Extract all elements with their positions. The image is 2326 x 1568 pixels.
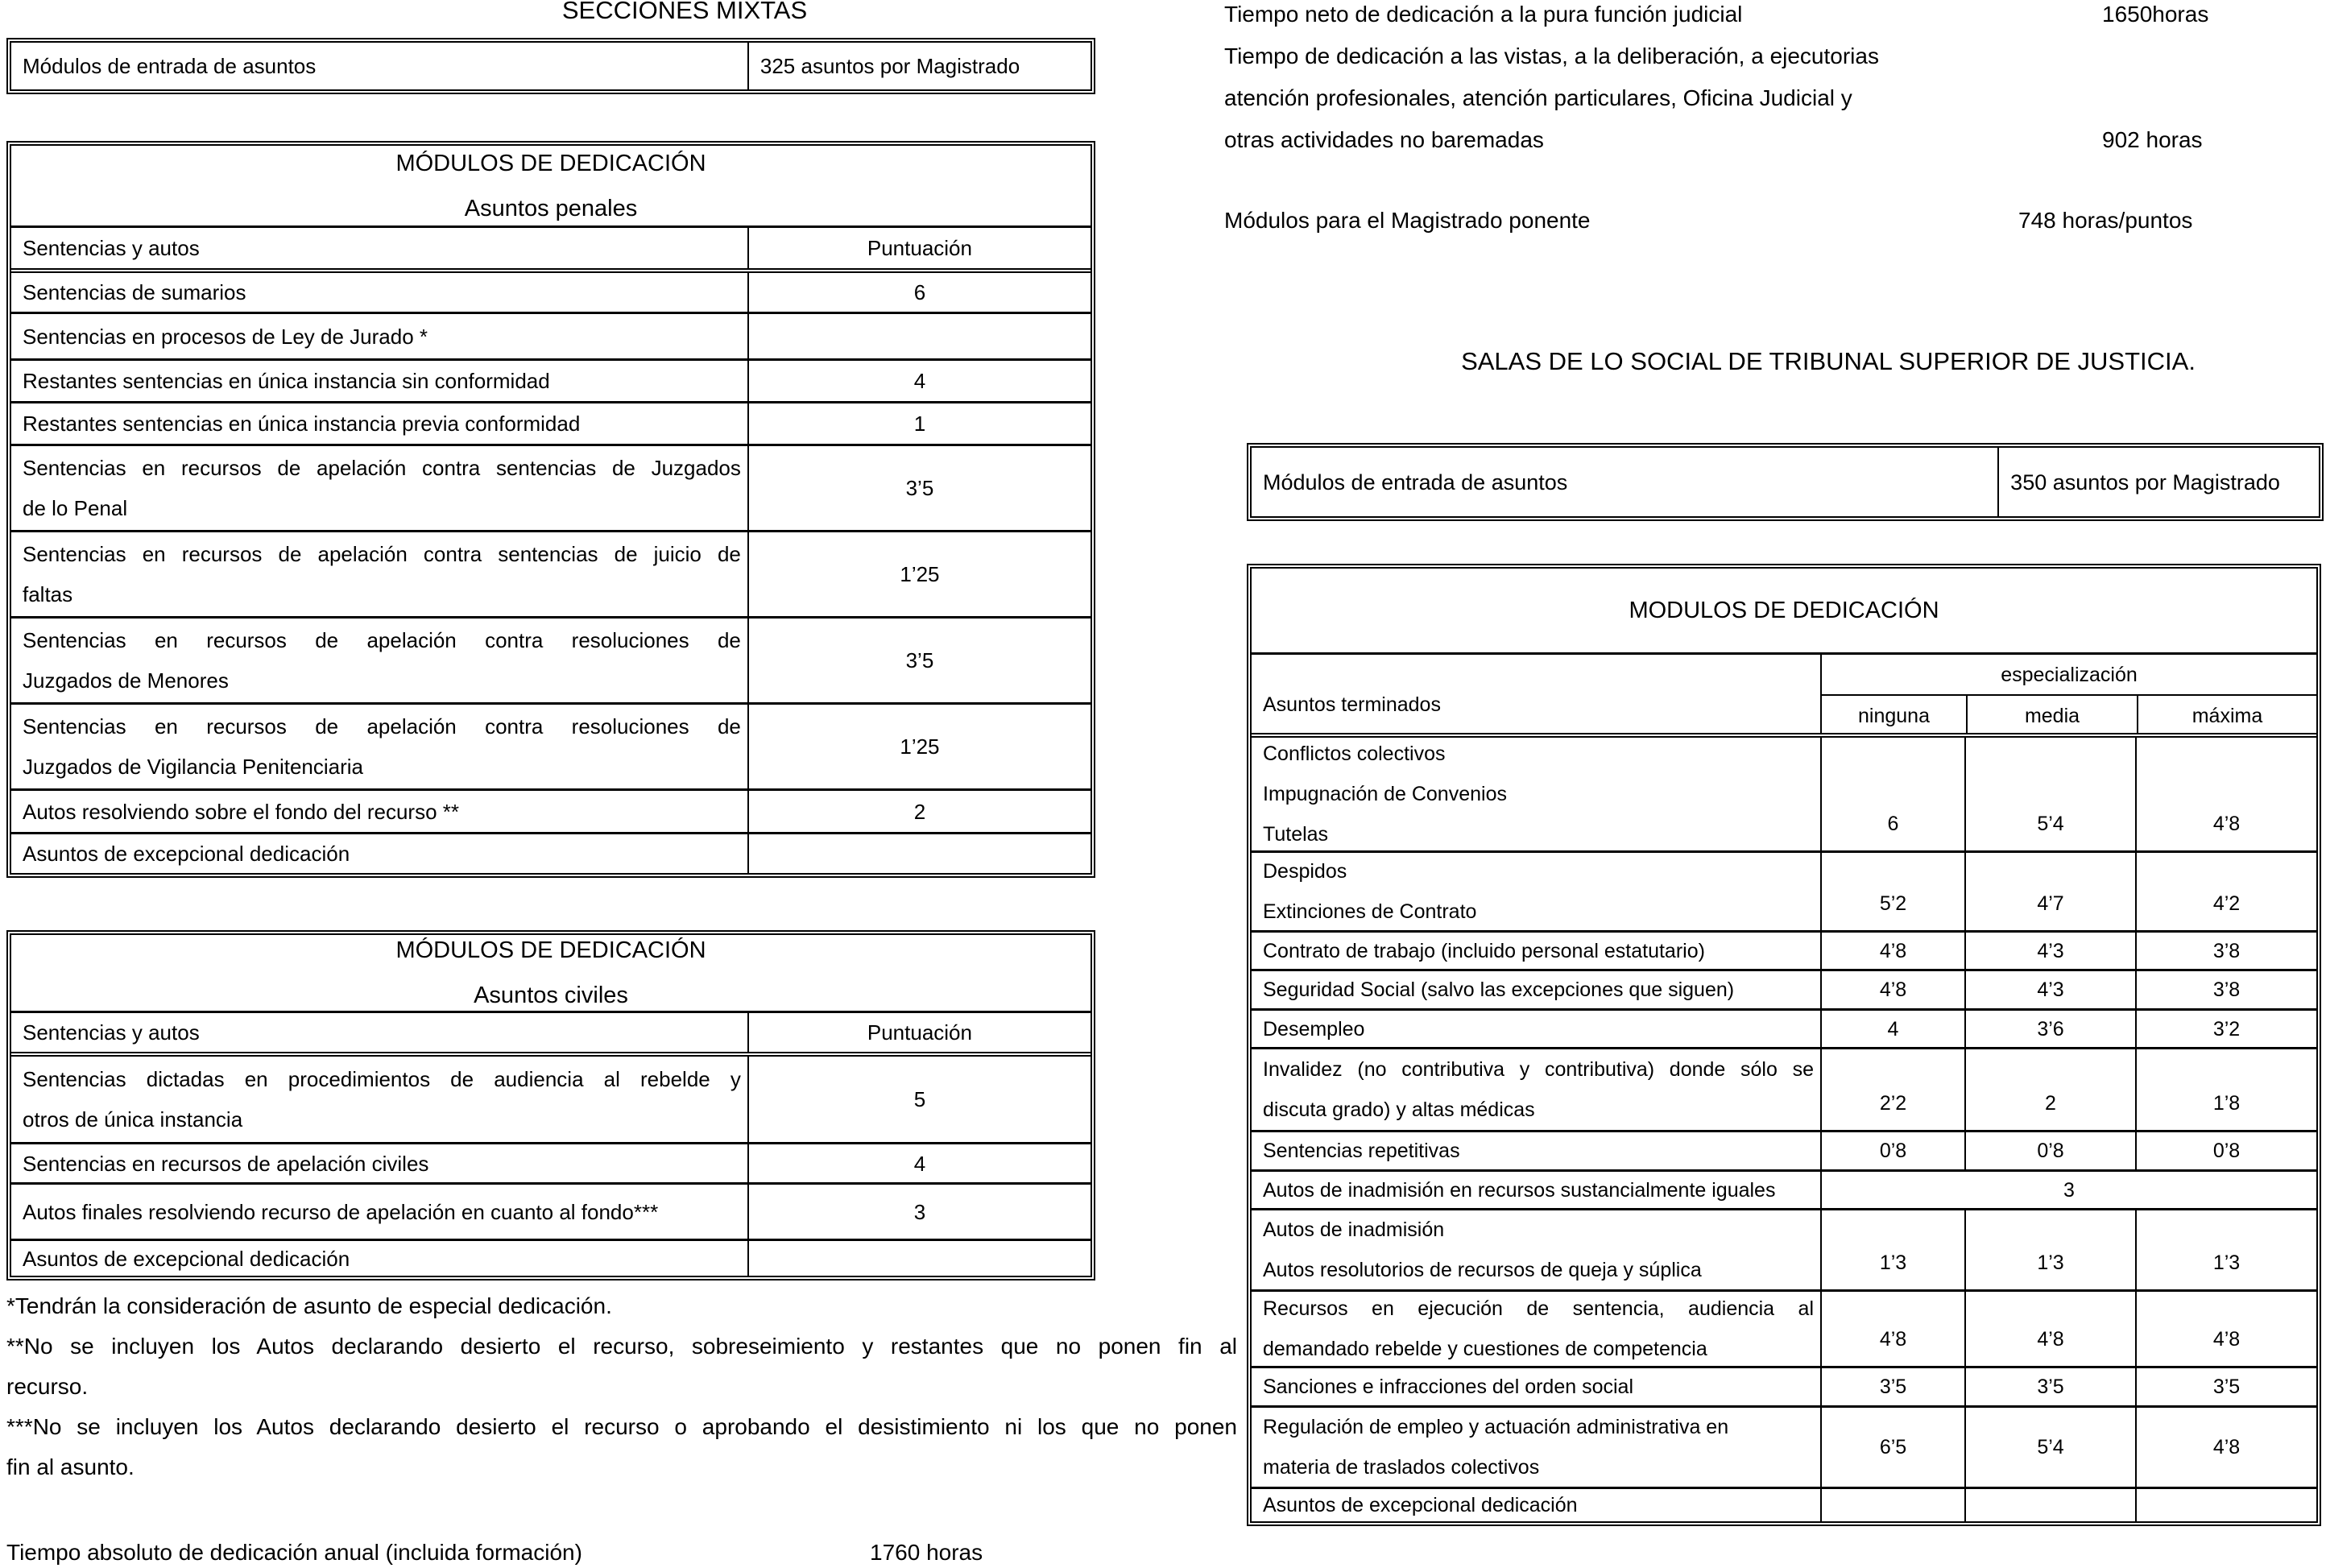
table-row: [1252, 930, 2316, 969]
row-value: 4’8: [2212, 813, 2241, 835]
row-value-cell: [1820, 1489, 1964, 1521]
table-row: [11, 358, 1091, 401]
row-value: 4’8: [2212, 1328, 2241, 1351]
label-line: Despidos: [1263, 860, 1347, 883]
label-line: Autos de inadmisión en recursos sustancialmente iguales: [1263, 1178, 1776, 1202]
table-subtitle: Asuntos penales: [464, 195, 638, 221]
label-line: Sentencias en procesos de Ley de Jurado *: [23, 324, 428, 349]
row-value-cell: [1964, 738, 2135, 850]
row-value: 1: [913, 412, 926, 436]
row-value-cell: [747, 705, 1091, 788]
table-row: [1252, 1289, 2316, 1366]
row-value: 5’2: [1879, 892, 1907, 915]
row-label-cell: [1252, 1132, 1820, 1169]
entry-value: 325 asuntos por Magistrado: [759, 54, 1020, 78]
ponente-line: [1224, 200, 2326, 242]
label-line: Autos resolutorios de recursos de queja y súplica: [1263, 1259, 1702, 1281]
header-label: Sentencias y autos: [23, 1020, 200, 1045]
table-header-row: [11, 225, 1091, 268]
row-label-cell: [1252, 933, 1820, 969]
row-value-cell: [1964, 1049, 2135, 1130]
row-label-cell: [11, 446, 747, 530]
row-merged-value-cell: [1820, 1172, 2316, 1208]
row-value-cell: [1820, 853, 1964, 930]
label-line: discuta grado) y altas médicas: [1263, 1098, 1535, 1121]
spec-group-cell: [1822, 655, 2316, 696]
row-label-cell: [11, 314, 747, 358]
row-value: 0’8: [2037, 1140, 2064, 1162]
table-header-row: [11, 1011, 1091, 1052]
time-line-label: Tiempo de dedicación a las vistas, a la deliberación, a ejecutorias: [1224, 43, 1879, 68]
table-title-row: [11, 935, 1091, 1011]
table-row: [11, 530, 1091, 616]
row-value-cell: [1964, 1210, 2135, 1289]
row-value-cell: [747, 1185, 1091, 1239]
table-title: MÓDULOS DE DEDICACIÓN: [395, 937, 706, 963]
table-title-cell: [11, 935, 1091, 1011]
table-row: [1252, 850, 2316, 930]
table-row: [11, 788, 1091, 832]
row-value: 1’25: [900, 734, 940, 759]
table-row: [1252, 733, 2316, 850]
row-label-cell: [11, 834, 747, 873]
table-row: [11, 268, 1091, 312]
table-row: [1252, 969, 2316, 1008]
table-row: [11, 1142, 1091, 1182]
row-label-cell: [1252, 1049, 1820, 1130]
label-line: de lo Penal: [23, 496, 128, 520]
row-value: 3’6: [2037, 1017, 2064, 1041]
civil-dedication-table: [6, 930, 1095, 1280]
row-value-cell: [747, 1057, 1091, 1142]
row-label-cell: [11, 619, 747, 702]
row-value-cell: [2135, 1210, 2316, 1289]
table-header-row: [1252, 652, 2316, 733]
table-row: [11, 1182, 1091, 1239]
label-line: Seguridad Social (salvo las excepciones que siguen): [1263, 978, 1735, 1001]
label-line: Asuntos de excepcional dedicación: [1263, 1494, 1578, 1516]
row-value-cell: [747, 532, 1091, 616]
row-label-cell: [11, 705, 747, 788]
row-value: 0’8: [2212, 1140, 2241, 1162]
spec-column-label: ninguna: [1858, 705, 1930, 727]
row-value: 4’8: [1879, 939, 1907, 962]
label-line: Autos finales resolviendo recurso de apelación en cuanto al fondo***: [23, 1199, 659, 1224]
row-value: 1’8: [2212, 1092, 2241, 1115]
row-label-cell: [1252, 738, 1820, 850]
row-label-cell: [1252, 853, 1820, 930]
row-value: 4’8: [2037, 1328, 2064, 1351]
row-value-cell: [1820, 738, 1964, 850]
label-line: Juzgados de Vigilancia Penitenciaria: [23, 755, 364, 779]
row-value-cell: [2135, 1368, 2316, 1405]
left-entry-table: [6, 38, 1095, 94]
table-title-cell: [1252, 569, 2316, 652]
row-value: 3’5: [1879, 1376, 1907, 1398]
right-section-title: SALAS DE LO SOCIAL DE TRIBUNAL SUPERIOR DE JUSTICIA.: [1461, 347, 2196, 375]
row-label-cell: [11, 1057, 747, 1142]
row-value-cell: [1820, 1210, 1964, 1289]
ponente-label: Módulos para el Magistrado ponente: [1224, 208, 1591, 233]
label-line: Invalidez (no contributiva y contributiva) donde sólo se: [1263, 1058, 1814, 1081]
label-line: Tutelas: [1263, 823, 1329, 846]
header-value-cell: [747, 228, 1091, 268]
row-value-cell: [1820, 1011, 1964, 1047]
spec-column-header: [1822, 696, 1966, 733]
penal-dedication-table: [6, 141, 1095, 878]
row-label-cell: [11, 1241, 747, 1276]
row-label-cell: [1252, 1172, 1820, 1208]
label-line: Asuntos de excepcional dedicación: [23, 842, 350, 866]
table-row: [11, 43, 1091, 89]
time-line-label: atención profesionales, atención particulares, Oficina Judicial y: [1224, 85, 1852, 110]
row-value-cell: [1820, 1049, 1964, 1130]
table-row: [1252, 1208, 2316, 1289]
row-value-cell: [1964, 933, 2135, 969]
left-section-title: SECCIONES MIXTAS: [561, 0, 808, 24]
row-value-cell: [2135, 1489, 2316, 1521]
spec-column-header: [2137, 696, 2316, 733]
table-row: [1252, 1405, 2316, 1487]
row-value: 1’25: [900, 562, 940, 586]
ponente-value: 748 horas/puntos: [2018, 208, 2193, 233]
row-value: 3’8: [2212, 939, 2241, 962]
header-label-cell: [1252, 655, 1820, 733]
row-value-cell: [1964, 971, 2135, 1008]
row-value-cell: [1997, 448, 2319, 516]
table-row: [11, 312, 1091, 358]
label-line: Autos de inadmisión: [1263, 1218, 1445, 1241]
table-row: [1252, 1487, 2316, 1521]
time-line: [1224, 119, 2326, 161]
right-entry-table: [1247, 443, 2324, 521]
row-value: 1’3: [2037, 1252, 2064, 1274]
row-value: 4: [1887, 1017, 1899, 1041]
row-value: 2: [913, 799, 926, 824]
row-value: 4’8: [1879, 1328, 1907, 1351]
table-row: [1252, 1169, 2316, 1208]
row-value-cell: [2135, 1408, 2316, 1487]
row-label-cell: [11, 273, 747, 312]
row-value: 6: [913, 280, 926, 304]
table-title-cell: [11, 146, 1091, 225]
row-value: 3’8: [2212, 978, 2241, 1001]
row-label-cell: [11, 1185, 747, 1239]
table-row: [11, 444, 1091, 530]
footnote-line: *Tendrán la consideración de asunto de especial dedicación.: [6, 1293, 612, 1318]
row-value-cell: [747, 273, 1091, 312]
row-value-cell: [1820, 1408, 1964, 1487]
row-value-cell: [747, 43, 1091, 89]
row-value-cell: [1964, 1489, 2135, 1521]
row-label-cell: [11, 1144, 747, 1182]
row-value-cell: [1964, 1368, 2135, 1405]
row-value: 6’5: [1879, 1436, 1907, 1458]
header-value: Puntuación: [867, 1020, 972, 1045]
table-row: [1252, 1008, 2316, 1047]
label-line: Juzgados de Menores: [23, 668, 229, 693]
label-line: Asuntos de excepcional dedicación: [23, 1246, 350, 1271]
spec-column-label: máxima: [2191, 705, 2263, 727]
row-value: 4’3: [2037, 978, 2064, 1001]
row-label-cell: [1252, 1489, 1820, 1521]
spec-columns-row: [1822, 696, 2316, 733]
row-value: 3’2: [2212, 1017, 2241, 1041]
entry-value: 350 asuntos por Magistrado: [2010, 470, 2280, 494]
row-value: 1’3: [1879, 1252, 1907, 1274]
footnote-line: **No se incluyen los Autos declarando desierto el recurso, sobreseimiento y restantes que no ponen fin al: [6, 1334, 1237, 1359]
time-line-value: 902 horas: [2102, 127, 2203, 152]
label-line: faltas: [23, 582, 73, 606]
row-value-cell: [747, 619, 1091, 702]
label-line: Sanciones e infracciones del orden social: [1263, 1376, 1633, 1398]
row-value-cell: [1964, 1408, 2135, 1487]
row-value: 1’3: [2212, 1252, 2241, 1274]
row-value: 3: [913, 1199, 926, 1224]
footnote-line: recurso.: [6, 1374, 89, 1399]
label-line: Regulación de empleo y actuación administrativa en: [1263, 1416, 1729, 1438]
label-line: otros de única instancia: [23, 1107, 243, 1132]
entry-label: Módulos de entrada de asuntos: [23, 54, 317, 78]
row-value-cell: [1820, 1368, 1964, 1405]
label-line: Contrato de trabajo (incluido personal estatutario): [1263, 939, 1705, 962]
label-line: Recursos en ejecución de sentencia, audiencia al: [1263, 1297, 1814, 1320]
row-value-cell: [1964, 1292, 2135, 1366]
label-line: Impugnación de Convenios: [1263, 783, 1507, 805]
time-line: [1224, 35, 2326, 77]
time-line-label: Tiempo neto de dedicación a la pura función judicial: [1224, 2, 1743, 27]
row-value: 4: [913, 369, 926, 393]
row-value: 6: [1887, 813, 1899, 835]
row-label-cell: [1252, 1210, 1820, 1289]
footnote-line: ***No se incluyen los Autos declarando desierto el recurso o aprobando el desistimiento ni los que no ponen: [6, 1414, 1237, 1439]
row-label-cell: [1252, 1408, 1820, 1487]
table-row: [1252, 1366, 2316, 1405]
row-value-cell: [1820, 1132, 1964, 1169]
table-title-row: [11, 146, 1091, 225]
row-value: 5’4: [2037, 1436, 2064, 1458]
table-row: [11, 401, 1091, 444]
label-line: Sentencias en recursos de apelación contra sentencias de juicio de: [23, 542, 741, 566]
row-value: 4: [913, 1151, 926, 1176]
spec-column-header: [1966, 696, 2137, 733]
row-value: 3’5: [2212, 1376, 2241, 1398]
table-row: [11, 1052, 1091, 1142]
time-line: [1224, 0, 2326, 35]
row-value-cell: [747, 1241, 1091, 1276]
label-line: Extinciones de Contrato: [1263, 900, 1477, 923]
table-subtitle: Asuntos civiles: [474, 983, 628, 1008]
social-dedication-table: [1247, 564, 2321, 1526]
row-value: 4’8: [2212, 1436, 2241, 1458]
row-value: 2’2: [1879, 1092, 1907, 1115]
label-line: Desempleo: [1263, 1017, 1365, 1041]
label-line: Sentencias repetitivas: [1263, 1140, 1460, 1162]
label-line: Sentencias en recursos de apelación contra sentencias de Juzgados: [23, 456, 741, 480]
row-label-cell: [11, 361, 747, 401]
row-label-cell: [1252, 1011, 1820, 1047]
row-value-cell: [1820, 971, 1964, 1008]
annual-dedication-label: Tiempo absoluto de dedicación anual (incluida formación): [6, 1540, 582, 1565]
row-label-cell: [11, 43, 747, 89]
row-value-cell: [2135, 1132, 2316, 1169]
header-label-cell: [11, 228, 747, 268]
time-line-value: 1650horas: [2102, 2, 2209, 27]
row-value: 3’5: [905, 648, 934, 672]
table-row: [11, 1239, 1091, 1276]
row-label-cell: [1252, 1368, 1820, 1405]
label-line: Restantes sentencias en única instancia previa conformidad: [23, 412, 581, 436]
label-line: Sentencias en recursos de apelación contra resoluciones de: [23, 714, 741, 738]
spec-group-label: especialización: [2001, 663, 2138, 686]
label-line: Sentencias dictadas en procedimientos de audiencia al rebelde y: [23, 1067, 741, 1091]
table-row: [1252, 1130, 2316, 1169]
row-value: 4’2: [2212, 892, 2241, 915]
header-value-cell: [747, 1013, 1091, 1052]
row-value-cell: [2135, 933, 2316, 969]
row-label-cell: [1252, 971, 1820, 1008]
table-title-row: [1252, 569, 2316, 652]
footnote-line: fin al asunto.: [6, 1454, 135, 1479]
label-line: Autos resolviendo sobre el fondo del recurso **: [23, 799, 459, 824]
row-value-cell: [1820, 933, 1964, 969]
header-spec-block: [1820, 655, 2316, 733]
row-value-cell: [747, 403, 1091, 444]
table-row: [11, 832, 1091, 873]
header-value: Puntuación: [867, 236, 972, 260]
row-value: 3’5: [905, 476, 934, 500]
row-value-cell: [747, 834, 1091, 873]
row-label-cell: [1252, 448, 1997, 516]
label-line: Conflictos colectivos: [1263, 743, 1446, 765]
row-value: 5: [913, 1087, 926, 1111]
row-value-cell: [747, 1144, 1091, 1182]
header-label: Asuntos terminados: [1263, 693, 1441, 716]
label-line: demandado rebelde y cuestiones de competencia: [1263, 1338, 1707, 1360]
row-value-cell: [2135, 971, 2316, 1008]
time-line: [1224, 77, 2326, 119]
row-value-cell: [747, 314, 1091, 358]
row-value: 2: [2045, 1092, 2056, 1115]
row-value-cell: [2135, 1049, 2316, 1130]
row-label-cell: [11, 791, 747, 832]
row-value-cell: [747, 446, 1091, 530]
label-line: Sentencias en recursos de apelación civiles: [23, 1151, 429, 1176]
row-label-cell: [11, 532, 747, 616]
row-value: 0’8: [1879, 1140, 1907, 1162]
label-line: Sentencias en recursos de apelación contra resoluciones de: [23, 628, 741, 652]
row-value: 3: [2063, 1178, 2075, 1202]
label-line: Sentencias de sumarios: [23, 280, 246, 304]
footnotes: [6, 1286, 1237, 1487]
table-row: [1252, 1047, 2316, 1130]
row-value-cell: [747, 791, 1091, 832]
row-value: 4’8: [1879, 978, 1907, 1001]
table-row: [1252, 448, 2319, 516]
time-line-label: otras actividades no baremadas: [1224, 127, 1544, 152]
row-value-cell: [2135, 853, 2316, 930]
label-line: Restantes sentencias en única instancia sin conformidad: [23, 369, 550, 393]
row-value: 3’5: [2037, 1376, 2064, 1398]
label-line: materia de traslados colectivos: [1263, 1456, 1540, 1479]
table-title: MÓDULOS DE DEDICACIÓN: [395, 150, 706, 176]
entry-label: Módulos de entrada de asuntos: [1263, 470, 1568, 494]
row-label-cell: [1252, 1292, 1820, 1366]
row-value-cell: [2135, 738, 2316, 850]
header-label: Sentencias y autos: [23, 236, 200, 260]
table-row: [11, 702, 1091, 788]
row-value-cell: [2135, 1292, 2316, 1366]
row-value-cell: [2135, 1011, 2316, 1047]
row-value-cell: [1820, 1292, 1964, 1366]
table-title: MODULOS DE DEDICACIÓN: [1629, 598, 1939, 623]
row-value-cell: [1964, 1132, 2135, 1169]
row-value-cell: [747, 361, 1091, 401]
row-value: 5’4: [2037, 813, 2064, 835]
header-label-cell: [11, 1013, 747, 1052]
annual-dedication-value: 1760 horas: [870, 1540, 983, 1565]
row-label-cell: [11, 403, 747, 444]
annual-dedication-line: [6, 1532, 1237, 1568]
row-value-cell: [1964, 1011, 2135, 1047]
row-value: 4’3: [2037, 939, 2064, 962]
table-row: [11, 616, 1091, 702]
row-value-cell: [1964, 853, 2135, 930]
spec-column-label: media: [2024, 705, 2080, 727]
row-value: 4’7: [2037, 892, 2064, 915]
